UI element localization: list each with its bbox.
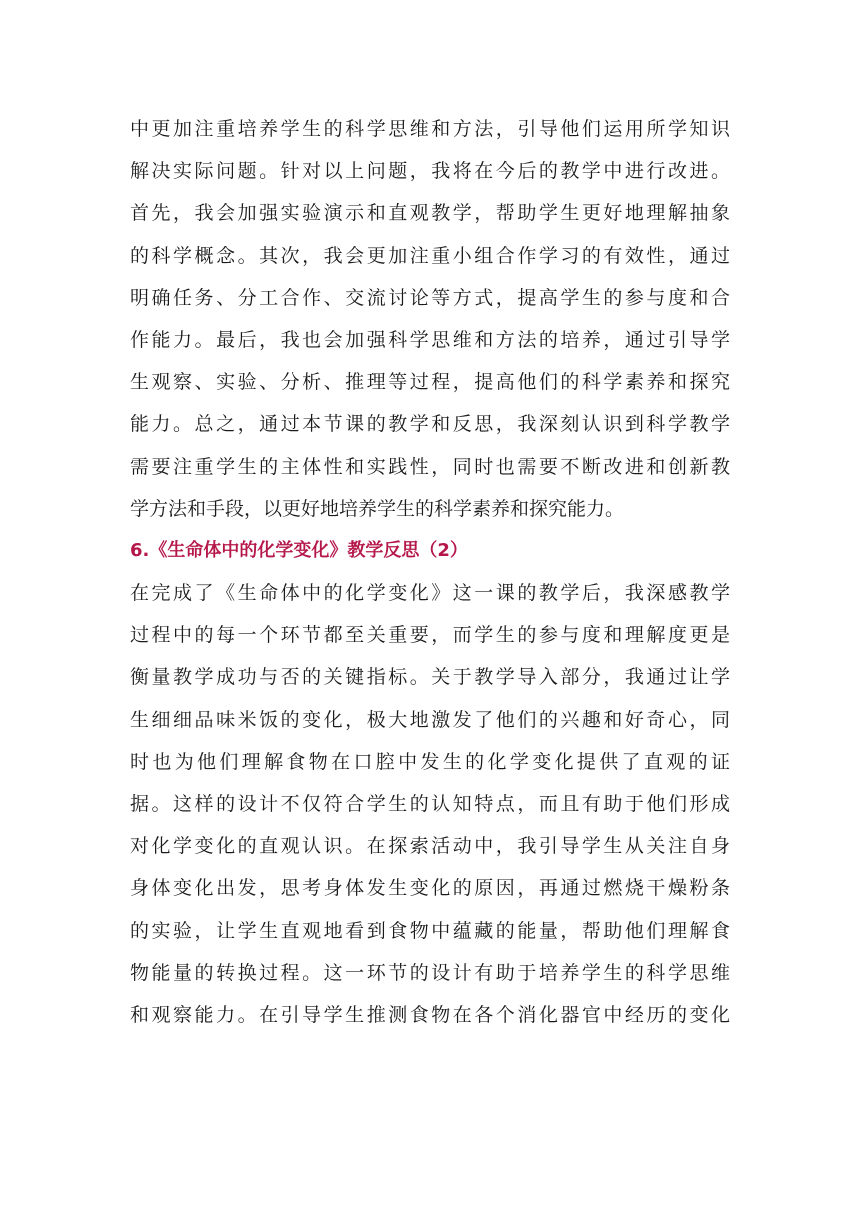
paragraph-line: 据。这样的设计不仅符合学生的认知特点，而且有助于他们形成 — [130, 793, 730, 815]
paragraph-line: 作能力。最后，我也会加强科学思维和方法的培养，通过引导学 — [130, 328, 730, 351]
paragraph-line: 身体变化出发，思考身体发生变化的原因，再通过燃烧干燥粉条 — [130, 877, 730, 900]
paragraph-line: 时也为他们理解食物在口腔中发生的化学变化提供了直观的证 — [130, 750, 730, 773]
document-page — [130, 108, 730, 1036]
paragraph-line: 在完成了《生命体中的化学变化》这一课的教学后，我深感教学 — [130, 582, 730, 605]
paragraph-line: 对化学变化的直观认识。在探索活动中，我引导学生从关注自身 — [130, 835, 730, 858]
paragraph-continuation — [130, 108, 730, 530]
paragraph-line: 物能量的转换过程。这一环节的设计有助于培养学生的科学思维 — [130, 961, 730, 984]
section-heading: 6.《生命体中的化学变化》教学反思（2） — [130, 539, 468, 561]
paragraph-line: 过程中的每一个环节都至关重要，而学生的参与度和理解度更是 — [130, 624, 730, 647]
paragraph-line: 生观察、实验、分析、推理等过程，提高他们的科学素养和探究 — [130, 371, 730, 394]
paragraph-line: 学方法和手段，以更好地培养学生的科学素养和探究能力。 — [130, 497, 625, 520]
paragraph-line: 明确任务、分工合作、交流讨论等方式，提高学生的参与度和合 — [130, 286, 730, 309]
paragraph-reflection — [130, 572, 730, 1036]
paragraph-line: 和观察能力。在引导学生推测食物在各个消化器官中经历的变化 — [130, 1003, 730, 1026]
paragraph-line: 首先，我会加强实验演示和直观教学，帮助学生更好地理解抽象 — [130, 202, 730, 225]
paragraph-line: 的实验，让学生直观地看到食物中蕴藏的能量，帮助他们理解食 — [130, 919, 730, 942]
paragraph-line: 需要注重学生的主体性和实践性，同时也需要不断改进和创新教 — [130, 455, 730, 478]
paragraph-line: 中更加注重培养学生的科学思维和方法，引导他们运用所学知识 — [130, 118, 730, 140]
paragraph-line: 生细细品味米饭的变化，极大地激发了他们的兴趣和好奇心，同 — [130, 708, 730, 731]
paragraph-line: 解决实际问题。针对以上问题，我将在今后的教学中进行改进。 — [130, 160, 730, 183]
paragraph-line: 的科学概念。其次，我会更加注重小组合作学习的有效性，通过 — [130, 244, 730, 267]
paragraph-line: 能力。总之，通过本节课的教学和反思，我深刻认识到科学教学 — [130, 413, 730, 436]
paragraph-line: 衡量教学成功与否的关键指标。关于教学导入部分，我通过让学 — [130, 666, 730, 689]
